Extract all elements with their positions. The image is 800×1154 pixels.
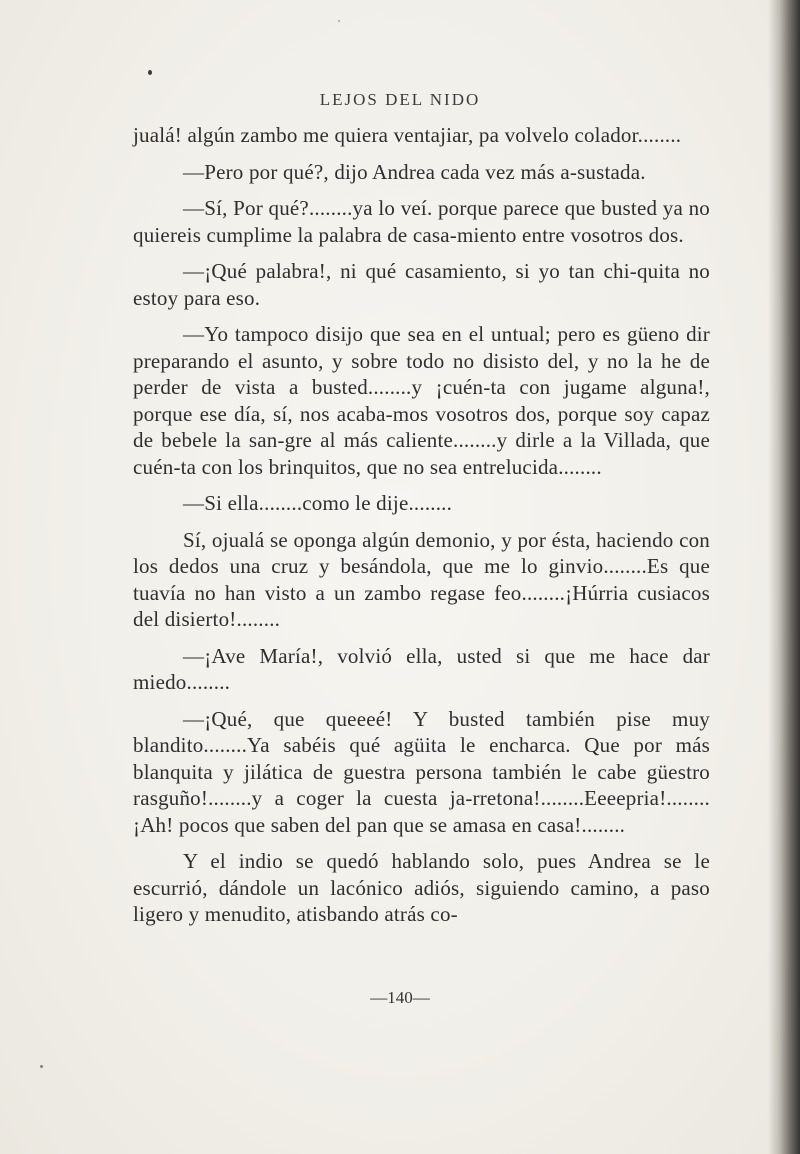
body-text [133, 122, 710, 938]
paragraph: —¡Qué, que queeeé! Y busted también pise muy blandito........Ya sabéis qué agüita le encharca. Que por más blanquita y jilática de guestra persona también le cabe güestro rasguño!........y a coger la cuesta ja-rretona!........Eeeepria!........¡Ah! pocos que saben del pan que se amasa en casa!........ [133, 706, 710, 837]
paragraph: —Si ella........como le dije........ [183, 491, 453, 515]
paragraph: —Sí, Por qué?........ya lo veí. porque parece que busted ya no quiereis cumplime la palabra de casa-miento entre vosotros dos. [133, 196, 710, 247]
paragraph: Sí, ojualá se oponga algún demonio, y por ésta, haciendo con los dedos una cruz y besándola, que me lo ginvio........Es que tuavía no han visto a un zambo regase feo........¡Húrria cusiacos del disierto!........ [133, 527, 710, 631]
ink-speck [148, 70, 152, 75]
paragraph: —Pero por qué?, dijo Andrea cada vez más a-sustada. [183, 159, 646, 184]
paragraph: —Yo tampoco disijo que sea en el untual; pero es güeno dir preparando el asunto, y sobre todo no disisto del, y no la he de perder de vista a busted........y ¡cuén-ta con jugame alguna!, porque ese día, sí, nos acaba-mos vosotros dos, porque soy capaz de bebele la san-gre al más caliente........y dirle a la Villada, que cuén-ta con los brinquitos, que no sea entrelucida........ [133, 322, 710, 479]
page-binding-shadow [768, 0, 800, 1154]
page-number: —140— [370, 988, 430, 1007]
ink-speck [40, 1065, 43, 1068]
paragraph: —¡Ave María!, volvió ella, usted si que me hace dar miedo........ [133, 643, 710, 694]
paragraph: —¡Qué palabra!, ni qué casamiento, si yo tan chi-quita no estoy para eso. [133, 259, 710, 310]
ink-speck [338, 20, 340, 22]
paragraph: Y el indio se quedó hablando solo, pues Andrea se le escurrió, dándole un lacónico adiós, siguiendo camino, a paso ligero y menudito, atisbando atrás co- [133, 849, 710, 926]
running-title: LEJOS DEL NIDO [319, 90, 481, 109]
paragraph: jualá! algún zambo me quiera ventajiar, pa volvelo colador........ [133, 123, 682, 147]
